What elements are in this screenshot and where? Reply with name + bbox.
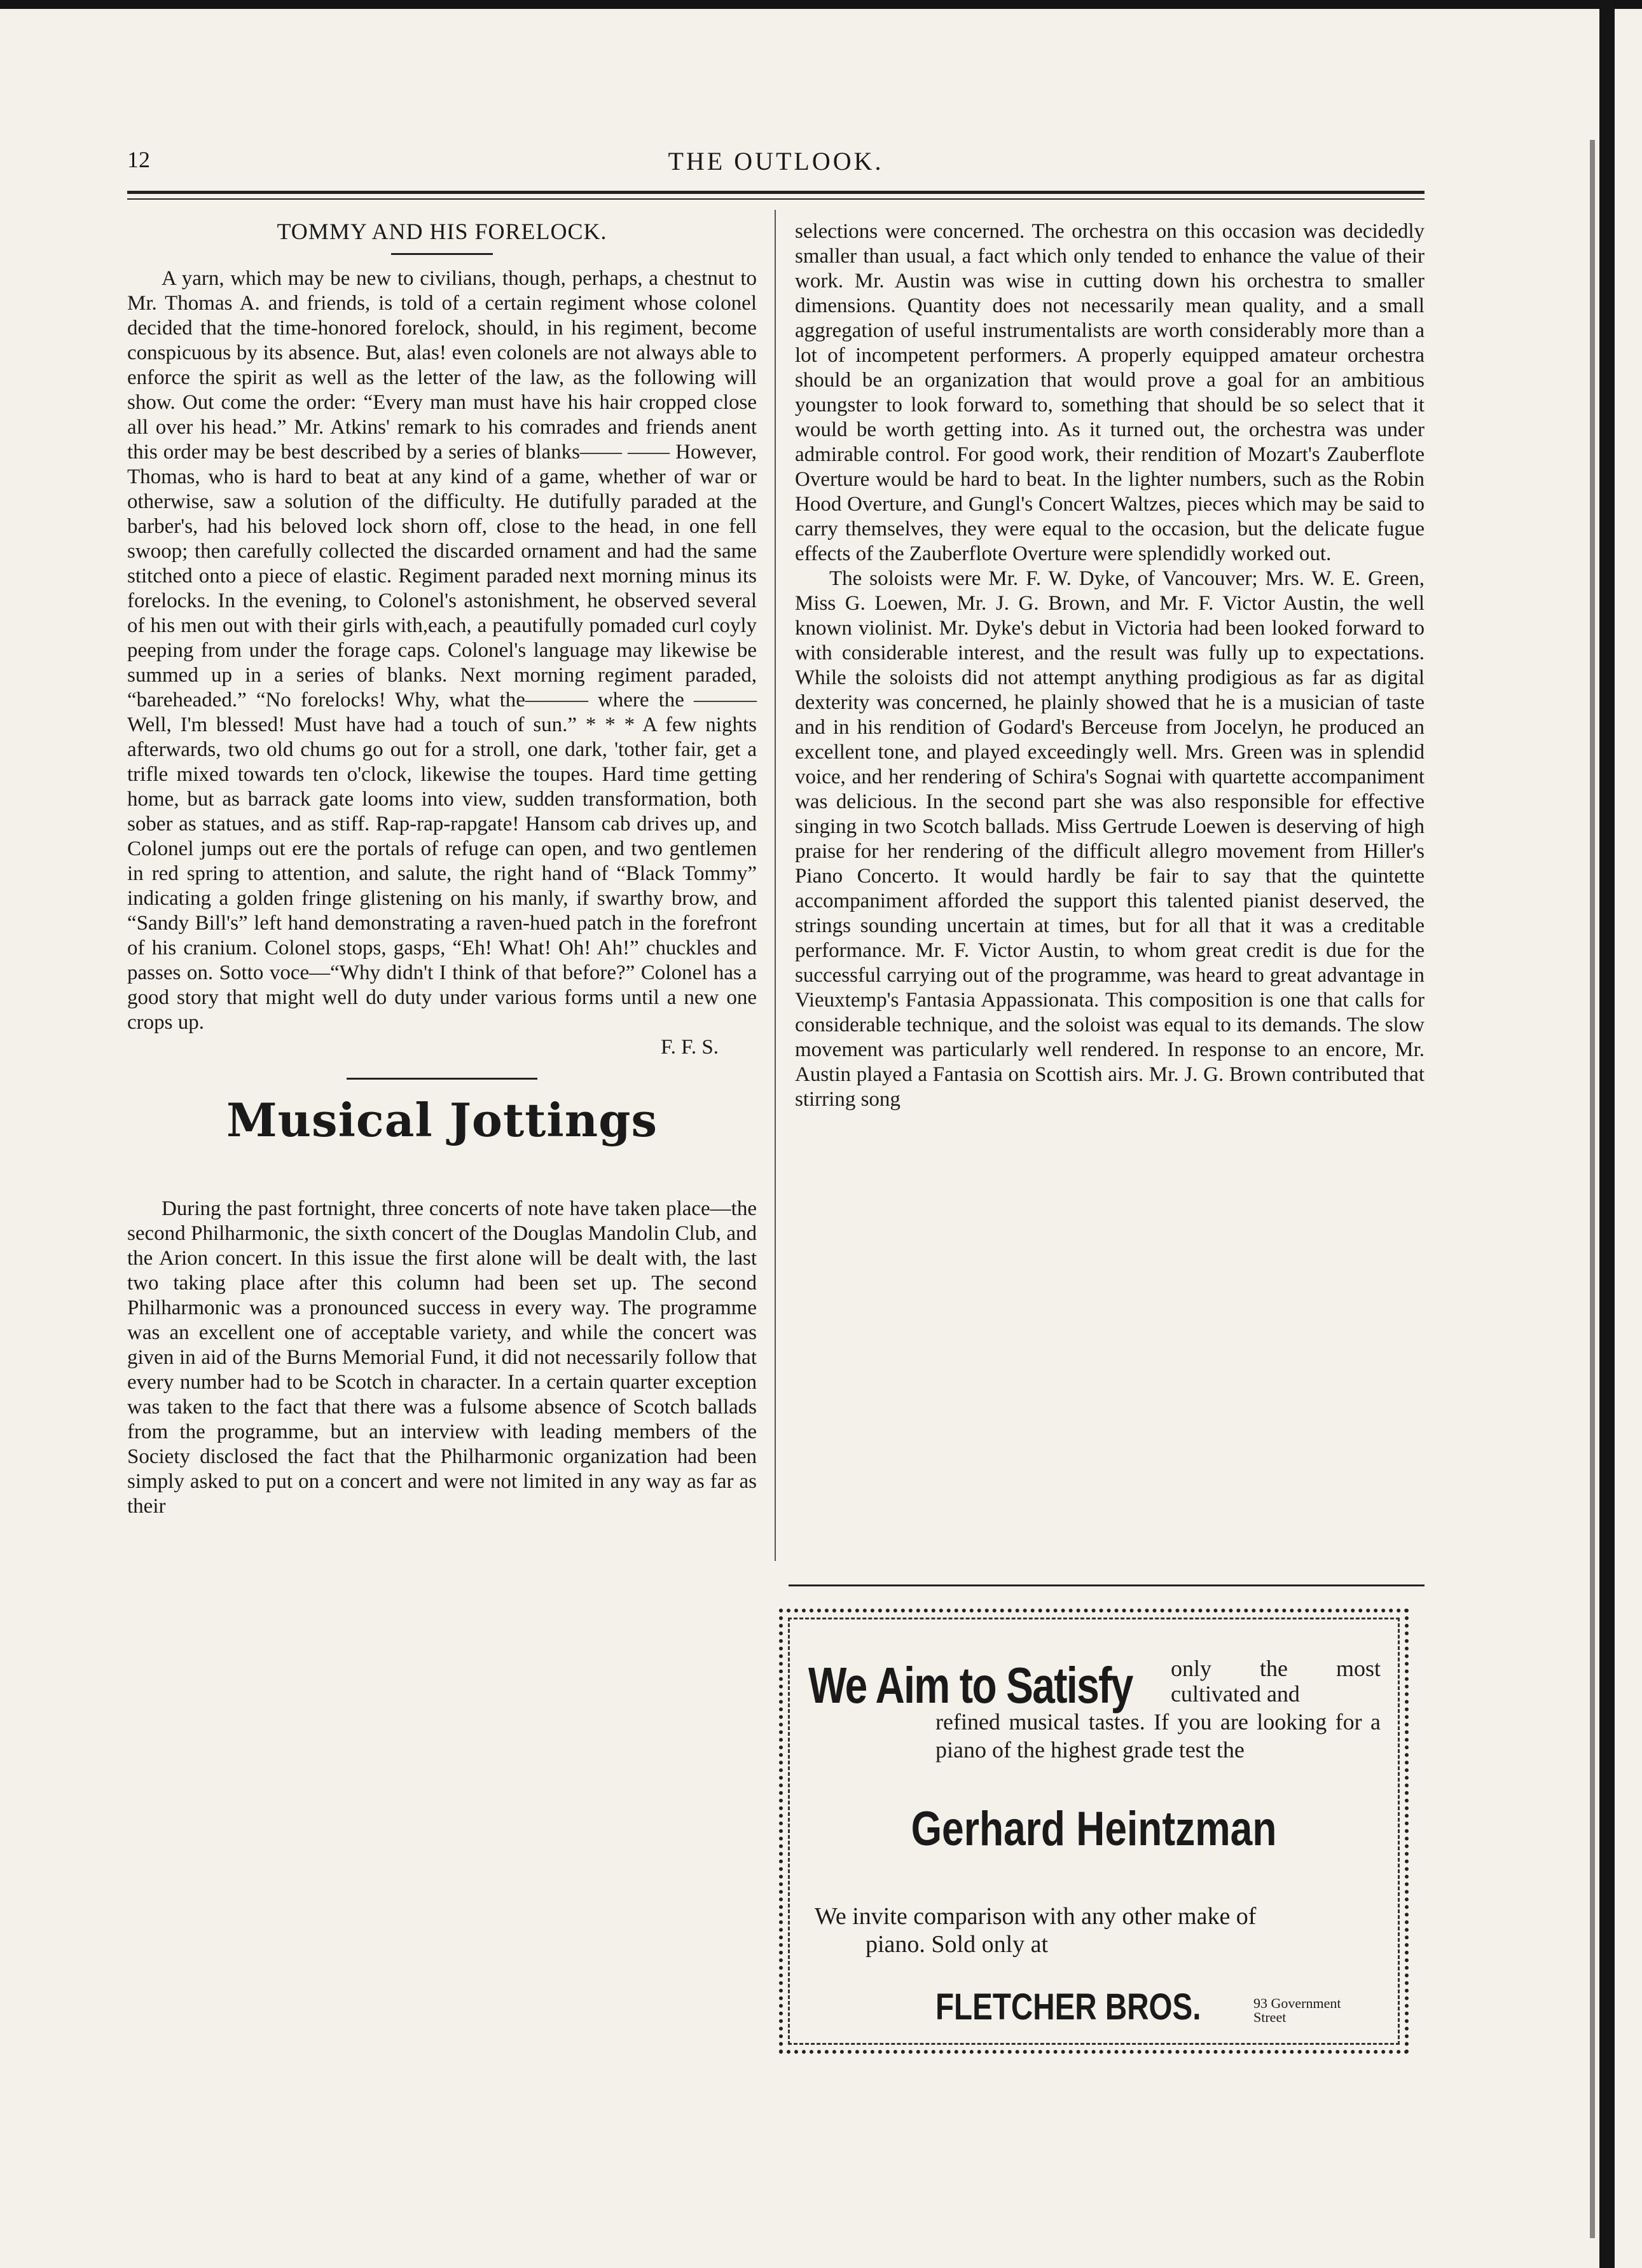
advertisement-seller: FLETCHER BROS. bbox=[935, 1986, 1201, 2028]
page-number: 12 bbox=[127, 147, 150, 172]
section-paragraph-soloists: The soloists were Mr. F. W. Dyke, of Vancouver; Mrs. W. E. Green, Miss G. Loewen, Mr. J. G. Brown, and Mr. F. Victor Austin, the well known violinist. Mr. Dyke's debut in Victoria had been looked forward to with considerable interest, and the result was fully up to expectations. While the soloists did not attempt anything prodigious as far as digital dexterity was concerned, he plainly showed that he is a musician of taste and in his rendition of Godard's Berceuse from Jocelyn, he produced an excellent tone, and played exceedingly well. Mrs. Green was in splendid voice, and her rendering of Schira's Sognai with quartette accompaniment was delicious. In the second part she was also responsible for effective singing in two Scotch ballads. Miss Gertrude Loewen is deserving of high praise for her rendering of the difficult allegro movement from Hiller's Piano Concerto. It would hardly be fair to say that the quintette accompaniment afforded the support this talented pianist deserved, the strings sounding uncertain at times, but for all that it was a creditable performance. Mr. F. Victor Austin, to whom great credit is due for the successful carrying out of the programme, was heard to great advantage in Vieuxtemp's Fantasia Appassionata. This composition is one that calls for considerable technique, and the soloist was equal to its demands. The slow movement was particularly well rendered. In response to an encore, Mr. Austin played a Fantasia on Scottish airs. Mr. J. G. Brown contributed that stirring song bbox=[795, 567, 1425, 1111]
advertisement-address bbox=[1253, 1997, 1355, 2024]
article-paragraph: A yarn, which may be new to civilians, though, perhaps, a chestnut to Mr. Thomas A. and friends, is told of a certain regiment whose colonel decided that the time-honored forelock, should, in his regiment, become conspicuous by its absence. But, alas! even colonels are not always able to enforce the spirit as well as the letter of the law, as the following will show. Out come the order: “Every man must have his hair cropped close all over his head.” Mr. Atkins' remark to his comrades and friends anent this order may be best described by a series of blanks—— —— However, Thomas, who is hard to beat at any kind of a game, whether of war or otherwise, saw a solution of the difficulty. He dutifully paraded at the barber's, had his beloved lock shorn off, close to the head, in one fell swoop; then carefully collected the discarded ornament and had the same stitched onto a piece of elastic. Regiment paraded next morning minus its forelocks. In the evening, to Colonel's astonishment, he observed several of his men out with their girls with,each, a peautifully pomaded curl coyly peeping from under the forage caps. Colonel's language may likewise be summed up in a series of blanks. Next morning regiment paraded, “bareheaded.” “No forelocks! Why, what the——— where the ——— Well, I'm blessed! Must have had a touch of sun.” * * * A few nights afterwards, two old chums go out for a stroll, one dark, 'tother fair, get a trifle mixed towards ten o'clock, likewise the toupes. Hard time getting home, but as barrack gate looms into view, sudden transformation, both sober as statues, and as stiff. Rap-rap-rapgate! Hansom cab drives up, and Colonel jumps out ere the portals of refuge can open, and two gentlemen in red spring to attention, and salute, the right hand of “Black Tommy” indicating a golden fringe glistening on his manly, if swarthy brow, and “Sandy Bill's” left hand demonstrating a raven-hued patch in the forefront of his cranium. Colonel stops, gasps, “Eh! What! Oh! Ah!” chuckles and passes on. Sotto voce—“Why didn't I think of that before?” Colonel has a good story that might well do duty under various forms until a new one crops up. bbox=[127, 267, 757, 1034]
address-suffix: Street bbox=[1253, 2009, 1287, 2025]
advertisement-headline: We Aim to Satisfy bbox=[808, 1657, 1133, 1714]
article-signature: F. F. S. bbox=[660, 1036, 719, 1059]
advertisement-invite bbox=[815, 1902, 1374, 1958]
advertisement-box bbox=[779, 1609, 1409, 2054]
page-edge-line bbox=[1590, 140, 1595, 2238]
left-column bbox=[127, 219, 757, 1519]
advertisement-text: refined musical tastes. If you are looking for a piano of the highest grade test the bbox=[935, 1709, 1381, 1763]
section-paragraph-continued: selections were concerned. The orchestra on this occasion was decidedly smaller than usual, a fact which only tended to enhance the value of their work. Mr. Austin was wise in cutting down his orchestra to smaller dimensions. Quantity does not necessarily mean quality, and a small aggregation of useful instrumentalists are worth considerably more than a lot of incompetent performers. A properly equipped amateur orchestra should be an organization that would prove a goal for an ambitious youngster to look forward to, something that should be so select that it would be worth getting into. As it turned out, the orchestra was under admirable control. For good work, their rendition of Mozart's Zauberflote Overture would be hard to beat. In the lighter numbers, such as the Robin Hood Overture, and Gungl's Concert Waltzes, pieces which may be said to carry themselves, they were equal to the occasion, but the delicate fugue effects of the Zauberflote Overture were splendidly worked out. bbox=[795, 220, 1425, 565]
section-title: Musical Jottings bbox=[226, 1093, 658, 1147]
title-rule bbox=[391, 253, 493, 255]
advertisement-headline-rest: only the most cultivated and bbox=[1171, 1656, 1381, 1707]
header-rule bbox=[127, 191, 1425, 194]
column-divider bbox=[775, 210, 776, 1561]
section-divider-rule bbox=[347, 1078, 537, 1080]
section-paragraph-left: During the past fortnight, three concerts of note have taken place—the second Philharmonic, the sixth concert of the Douglas Mandolin Club, and the Arion concert. In this issue the first alone will be dealt with, the last two taking place after this column had been set up. The second Philharmonic was a pronounced success in every way. The programme was an excellent one of acceptable variety, and while the concert was given in aid of the Burns Memorial Fund, it did not necessarily follow that every number had to be Scotch in character. In a certain quarter exception was taken to the fact that there was a fulsome absence of Scotch ballads from the programme, but an interview with leading members of the Society disclosed the fact that the Philharmonic organization had been simply asked to put on a concert and were not limited in any way as far as their bbox=[127, 1197, 757, 1518]
address-street: Government bbox=[1271, 1995, 1341, 2011]
page-header bbox=[127, 146, 1425, 184]
top-border-rule bbox=[0, 0, 1642, 9]
advertisement-brand: Gerhard Heintzman bbox=[911, 1802, 1277, 1856]
journal-title: THE OUTLOOK. bbox=[668, 147, 884, 175]
page-edge-shadow bbox=[1599, 0, 1615, 2268]
right-column bbox=[795, 219, 1425, 1112]
advertisement-rule bbox=[789, 1584, 1425, 1586]
address-number: 93 bbox=[1253, 1995, 1267, 2011]
article-title: TOMMY AND HIS FORELOCK. bbox=[277, 219, 607, 244]
advertisement-invite-line2: piano. Sold only at bbox=[866, 1931, 1049, 1958]
header-rule-thin bbox=[127, 198, 1425, 200]
advertisement-invite-line1: We invite comparison with any other make of bbox=[815, 1903, 1257, 1930]
